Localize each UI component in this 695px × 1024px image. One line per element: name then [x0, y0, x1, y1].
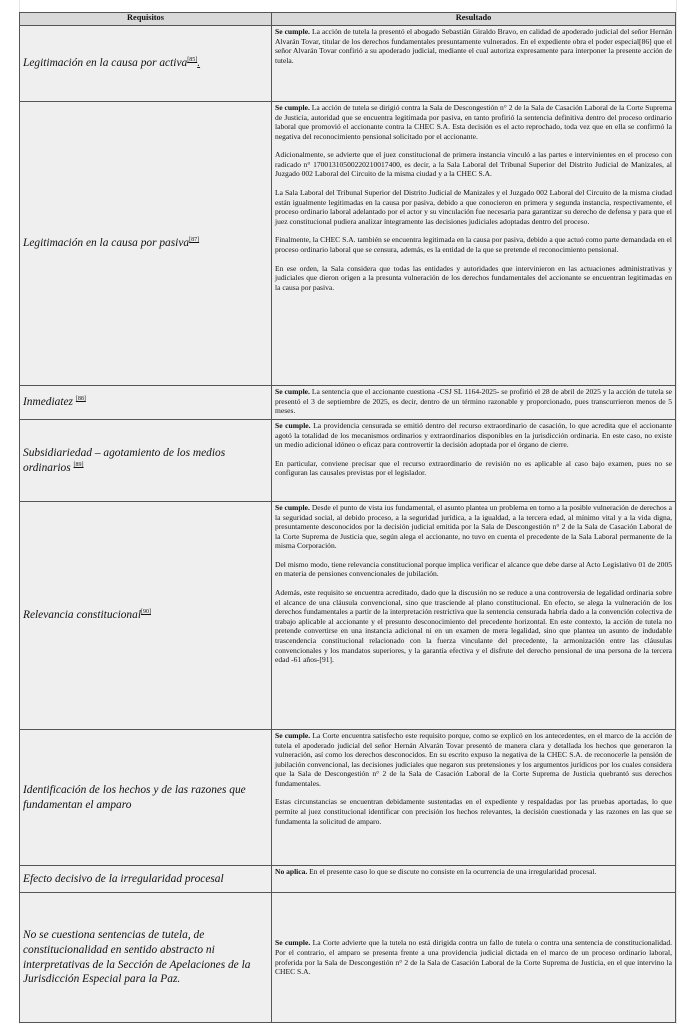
result-cell	[272, 420, 676, 502]
result-paragraph: En particular, conviene precisar que el recurso extraordinario de revisión no es aplicable al caso bajo examen, pues no se configuran las causales previstas por el legislador.	[275, 458, 672, 478]
result-text: La providencia censurada se emitió dentro del recurso extraordinario de casación, lo que acredita que el accionante agotó la totalidad de los mecanismos ordinarios y extraordinarios disponibles en la jurisdicción ordinaria. En este caso, no existe un medio adicional idóneo o eficaz para controvertir la decisión adoptada por el órgano de cierre.	[275, 421, 672, 450]
requirement-cell	[20, 386, 272, 420]
result-paragraph: La Sala Laboral del Tribunal Superior del Distrito Judicial de Manizales y el Juzgado 002 Laboral del Circuito de la misma ciudad están igualmente legitimadas en la causa por pasiva, debido a que conocieron en primera y segunda instancia, respectivamente, el proceso ordinario laboral adelantado por el actor y su vinculación fue necesaria para garantizar su derecho de defensa y para que el juez constitucional pudiera analizar íntegramente las decisiones judiciales adoptadas dentro del proceso.	[275, 188, 672, 226]
result-paragraph	[275, 103, 672, 141]
result-cell	[272, 893, 676, 1023]
table-row	[20, 26, 676, 102]
header-row	[20, 13, 676, 26]
footnote-ref[interactable]: [87]	[189, 237, 200, 244]
result-text: La Corte encuentra satisfecho este requisito porque, como se explicó en los antecedentes, en el marco de la acción de tutela el apoderado judicial del señor Hernán Alvarán Tovar presentó de manera clara y detallada los hechos que generaron la vulneración, así como los derechos desconocidos. En su escrito expuso la negativa de la CHEC S.A. de reconocerle la pensión de jubilación convencional, las decisiones judiciales que negaron sus pretensiones y los argumentos jurídicos por los cuales considera que la Sala de Descongestión n° 2 de la Sala de Casación Laboral de la Corte Suprema de Justicia quebrantó sus derechos fundamentales.	[275, 731, 672, 788]
requirement-cell	[20, 420, 272, 502]
result-text: La Corte advierte que la tutela no está dirigida contra un fallo de tutela o contra una sentencia de constitucionalidad. Por el contrario, el amparo se presenta frente a una providencia judicial dictada en el marco de un proceso ordinario laboral, proferida por la Sala de Descongestión n° 2 de la Sala de Casación Laboral de la Corte Suprema de Justicia, en el que intervino la CHEC S.A.	[275, 938, 672, 977]
requirement-label: Efecto decisivo de la irregularidad procesal	[23, 872, 224, 885]
header-result: Resultado	[272, 13, 676, 26]
requirement-label: Legitimación en la causa por activa	[23, 57, 188, 70]
requirements-table	[19, 12, 676, 1023]
result-text: La acción de tutela se dirigió contra la Sala de Descongestión n° 2 de la Sala de Casación Laboral de la Corte Suprema de Justicia, autoridad que se encuentra legitimada por pasiva, en tanto profirió la sentencia definitiva dentro del proceso ordinario laboral que promovió el accionante contra la CHEC S.A. Esta decisión es el acto reprochado, toda vez que en ella se confirmó la negativa del reconocimiento pensional solicitado por el accionante.	[275, 103, 672, 141]
table-row	[20, 730, 676, 866]
requirement-label: Inmediatez	[23, 396, 73, 409]
result-cell	[272, 502, 676, 730]
footnote-ref[interactable]: [85]	[187, 57, 198, 64]
result-paragraph	[275, 27, 672, 65]
footnote-ref[interactable]: [89]	[73, 461, 84, 468]
footnote-ref[interactable]: [90]	[140, 609, 151, 616]
table-row	[20, 893, 676, 1023]
requirement-cell	[20, 502, 272, 730]
result-lead: Se cumple.	[275, 27, 310, 36]
result-lead: Se cumple.	[275, 731, 311, 740]
table-row	[20, 102, 676, 386]
result-cell	[272, 26, 676, 102]
result-paragraph	[275, 503, 672, 551]
result-paragraph	[275, 938, 672, 976]
requirement-cell	[20, 730, 272, 866]
result-paragraph: Además, este requisito se encuentra acreditado, dado que la discusión no se reduce a una controversia de legalidad ordinaria sobre el alcance de una cláusula convencional, sino que trasciende al plano constitucional. En efecto, se alega la vulneración de los derechos fundamentales a partir de la interpretación restrictiva que la sentencia censurada habría dado a la convención colectiva de trabajo aplicable al accionante y el presunto desconocimiento del precedente horizontal. En este contexto, la acción de tutela no pretende convertirse en una instancia adicional ni en un examen de mera legalidad, sino que plantea un asunto de indudable trascendencia constitucional relacionado con la fuerza vinculante del precedente, la armonización entre las cláusulas convencionales y los mandatos superiores, y la garantía efectiva y el disfrute del derecho pensional de una persona de la tercera edad -61 años-[91].	[275, 588, 672, 665]
result-lead: Se cumple.	[275, 421, 311, 430]
result-paragraph	[275, 421, 672, 450]
requirement-label: Relevancia constitucional	[23, 609, 141, 622]
footnote-ref[interactable]: [88]	[75, 396, 86, 403]
requirement-label: Subsidiariedad – agotamiento de los medios ordinarios	[23, 446, 226, 474]
requirement-cell	[20, 866, 272, 893]
result-lead: Se cumple.	[275, 387, 310, 396]
requirement-label: No se cuestiona sentencias de tutela, de constitucionalidad en sentido abstracto ni interpretativas de la Sección de Apelaciones de la Jurisdicción Especial para la Paz.	[23, 928, 251, 986]
result-paragraph: Estas circunstancias se encuentran debidamente sustentadas en el expediente y respaldadas por las pruebas aportadas, lo que permite al juez constitucional identificar con precisión los hechos relevantes, la decisión cuestionada y las razones en las que se fundamenta la solicitud de amparo.	[275, 797, 672, 826]
result-cell	[272, 866, 676, 893]
result-lead: Se cumple.	[275, 103, 310, 112]
requirement-label: Legitimación en la causa por pasiva	[23, 237, 190, 250]
result-paragraph: Finalmente, la CHEC S.A. también se encuentra legitimada en la causa por pasiva, debido a que actuó como parte demandada en el proceso ordinario laboral que se censura, además, es la entidad de la que se pretende el reconocimiento pensional.	[275, 235, 672, 254]
requirement-label: Identificación de los hechos y de las razones que fundamentan el amparo	[23, 783, 246, 811]
table-row	[20, 420, 676, 502]
requirement-cell	[20, 102, 272, 386]
table-row	[20, 502, 676, 730]
table-row	[20, 866, 676, 893]
result-paragraph	[275, 731, 672, 788]
result-text: La acción de tutela la presentó el abogado Sebastián Giraldo Bravo, en calidad de apoderado judicial del señor Hernán Alvarán Tovar, titular de los derechos fundamentales presuntamente vulnerados. En el expediente obra el poder especial[86] que el señor Alvarán Tovar confirió a su apoderado judicial, mediante el cual autoriza expresamente para interponer la presente acción de tutela.	[275, 27, 672, 65]
result-cell	[272, 730, 676, 866]
result-cell	[272, 102, 676, 386]
result-paragraph: Adicionalmente, se advierte que el juez constitucional de primera instancia vinculó a las partes e intervinientes en el proceso con radicado n° 17001310500220210017400, es decir, a la Sala Laboral del Tribunal Superior del Distrito Judicial de Manizales, al Juzgado 002 Laboral del Circuito de la misma ciudad y a la CHEC S.A.	[275, 150, 672, 179]
result-paragraph	[275, 387, 672, 416]
header-requirements: Requisitos	[20, 13, 272, 26]
result-lead: No aplica.	[275, 867, 308, 876]
sheet-gridline	[676, 0, 677, 1024]
result-lead: Se cumple.	[275, 503, 310, 512]
requirement-trail: .	[197, 57, 201, 70]
table-row	[20, 386, 676, 420]
result-paragraph: En ese orden, la Sala considera que todas las entidades y autoridades que intervinieron en las actuaciones administrativas y judiciales que dieron origen a la presunta vulneración de los derechos fundamentales del accionante se encuentran legitimadas en la causa por pasiva.	[275, 263, 672, 292]
result-lead: Se cumple.	[275, 938, 311, 948]
result-text: Desde el punto de vista ius fundamental, el asunto plantea un problema en torno a la posible vulneración de derechos a la seguridad social, al debido proceso, a la seguridad jurídica, a la igualdad, a la tercera edad, al mínimo vital y a la vida digna, presuntamente desconocidos por la decisión judicial emitida por la Sala de Descongestión n° 2 de la Sala de Casación Laboral de la Corte Suprema de Justicia que, según alega el accionante, no tuvo en cuenta el precedente de la Sala Laboral permanente de la misma Corporación.	[275, 503, 672, 551]
result-cell	[272, 386, 676, 420]
result-paragraph	[275, 867, 672, 877]
requirement-cell	[20, 26, 272, 102]
result-paragraph: Del mismo modo, tiene relevancia constitucional porque implica verificar el alcance que debe darse al Acto Legislativo 01 de 2005 en materia de pensiones convencionales de jubilación.	[275, 559, 672, 579]
result-text: La sentencia que el accionante cuestiona -CSJ SL 1164-2025- se profirió el 28 de abril de 2025 y la acción de tutela se presentó el 3 de septiembre de 2025, es decir, dentro de un término razonable y proporcionado, pues transcurrieron menos de 5 meses.	[275, 387, 672, 416]
requirement-cell	[20, 893, 272, 1023]
result-text: En el presente caso lo que se discute no consiste en la ocurrencia de una irregularidad procesal.	[307, 867, 597, 876]
